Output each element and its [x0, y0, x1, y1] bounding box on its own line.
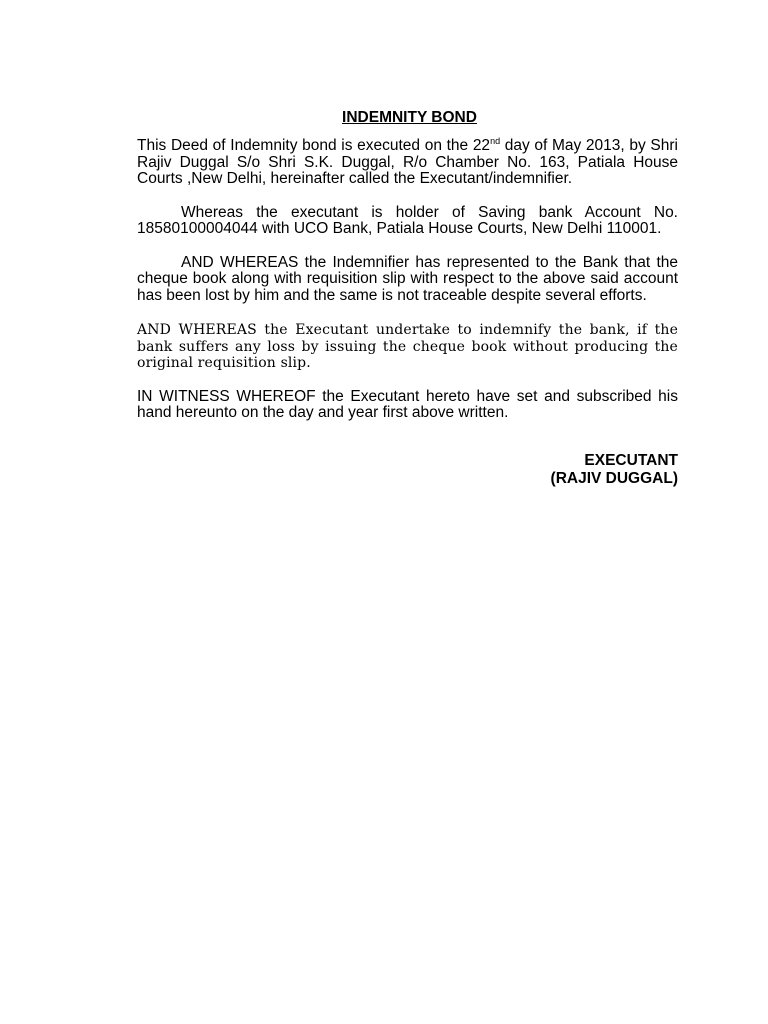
document-title: INDEMNITY BOND	[342, 109, 477, 126]
paragraph-indemnity-undertaking: AND WHEREAS the Executant undertake to indemnify the bank, if the bank suffers any loss by issuing the cheque book without producing the original requisition slip.	[137, 322, 678, 371]
date-ordinal-suffix: nd	[490, 136, 501, 146]
paragraph-loss-representation: AND WHEREAS the Indemnifier has represented to the Bank that the cheque book along with requisition slip with respect to the above said account has been lost by him and the same is not traceable despite several efforts.	[137, 253, 678, 304]
signature-name: (RAJIV DUGGAL)	[550, 469, 678, 487]
paragraph-deed-execution	[137, 138, 678, 188]
signature-block	[137, 452, 678, 488]
paragraph-deed-text-start: This Deed of Indemnity bond is executed on the 22	[137, 137, 491, 154]
signature-role: EXECUTANT	[584, 451, 678, 469]
paragraph-deed-text-end: day of May 2013, by Shri Rajiv Duggal S/o Shri S.K. Duggal, R/o Chamber No. 163, Patiala House Courts ,New Delhi, hereinafter called the Executant/indemnifier.	[137, 137, 678, 187]
paragraph-account-details: Whereas the executant is holder of Saving bank Account No. 18580100004044 with UCO Bank, Patiala House Courts, New Delhi 110001.	[137, 203, 678, 237]
paragraph-witness-clause: IN WITNESS WHEREOF the Executant hereto have set and subscribed his hand hereunto on the day and year first above written.	[137, 387, 678, 421]
document-page	[137, 108, 678, 488]
